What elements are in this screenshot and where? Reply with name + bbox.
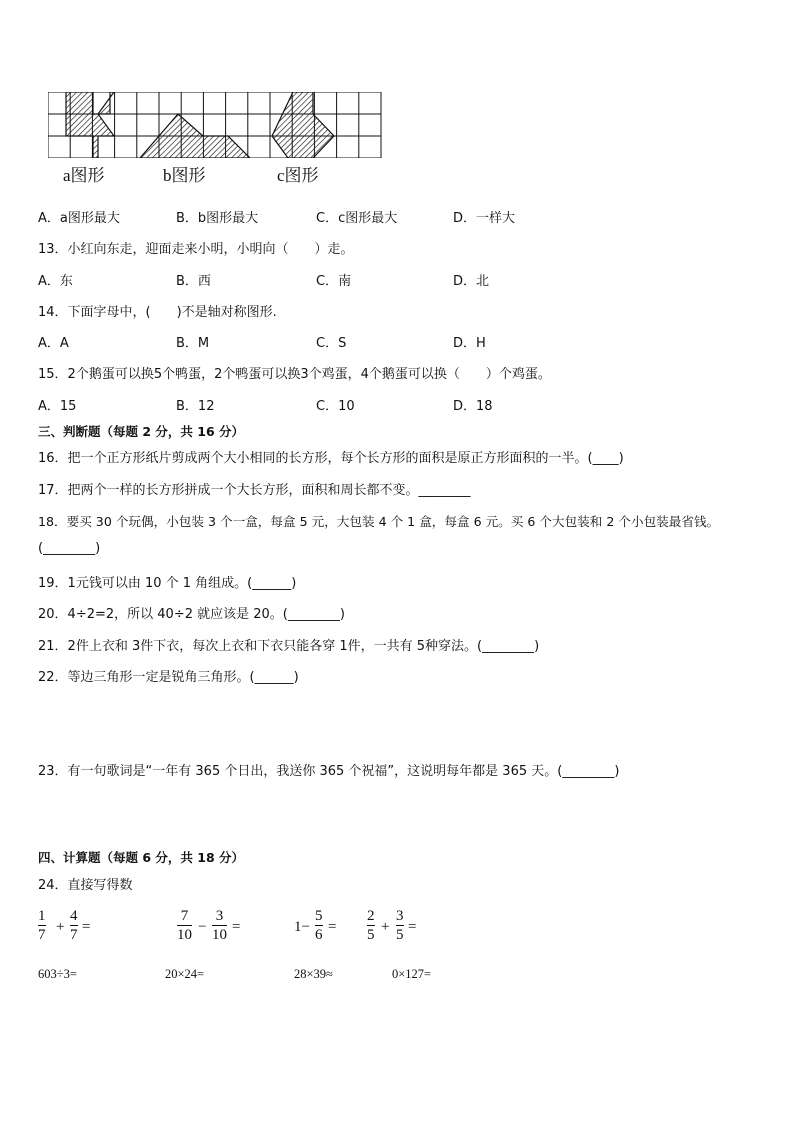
q15-text: 15．2个鹅蛋可以换5个鸭蛋，2个鸭蛋可以换3个鸡蛋，4个鹅蛋可以换（ ）个鸡蛋。: [38, 367, 551, 382]
q12-option-d: D．一样大: [453, 211, 516, 226]
q12-option-c: C．c图形最大: [316, 211, 398, 226]
q13-option-c: C．南: [316, 274, 352, 289]
q14-option-a: A．A: [38, 336, 69, 351]
calc-item-1: 603÷3=: [38, 967, 77, 981]
q12-option-b: B．b图形最大: [176, 211, 259, 226]
q15-option-b: B．12: [176, 399, 215, 414]
q15-option-a: A．15: [38, 399, 77, 414]
q18-text: 18．要买 30 个玩偶，小包装 3 个一盒，每盒 5 元，大包装 4 个 1 盒，每盒 6 元。买 6 个大包装和 2 个小包装最省钱。: [38, 514, 720, 529]
shape-c: [272, 92, 334, 158]
q21-text: 21．2件上衣和 3件下衣，每次上衣和下衣只能各穿 1件，一共有 5种穿法。(________): [38, 639, 540, 654]
q18-blank: (________): [38, 541, 101, 556]
calc-item-2: 20×24=: [165, 967, 205, 981]
q13-text: 13．小红向东走，迎面走来小明，小明向（ ）走。: [38, 242, 354, 257]
q14-option-d: D．H: [453, 336, 486, 351]
q13-option-d: D．北: [453, 274, 490, 289]
q22-text: 22．等边三角形一定是锐角三角形。(______): [38, 670, 299, 685]
q12-option-a: A．a图形最大: [38, 211, 120, 226]
section-title-calculation: 四、计算题（每题 6 分，共 18 分）: [38, 850, 245, 865]
q23-text: 23．有一句歌词是“一年有 365 个日出，我送你 365 个祝福”，这说明每年都是 365 天。(________): [38, 764, 620, 779]
q14-text: 14．下面字母中，( )不是轴对称图形.: [38, 305, 277, 320]
figure-label-a: a图形: [63, 166, 105, 185]
q13-option-b: B．西: [176, 274, 211, 289]
figure-label-b: b图形: [163, 166, 206, 185]
q14-option-b: B．M: [176, 336, 210, 351]
calc-item-4: 0×127=: [392, 967, 432, 981]
shape-a: [66, 92, 114, 158]
grid-figure: [48, 92, 384, 158]
q15-option-d: D．18: [453, 399, 493, 414]
q17-text: 17．把两个一样的长方形拼成一个大长方形，面积和周长都不变。________: [38, 483, 471, 498]
q16-text: 16．把一个正方形纸片剪成两个大小相同的长方形，每个长方形的面积是原正方形面积的一半。(____): [38, 451, 624, 466]
calc-item-3: 28×39≈: [294, 967, 333, 981]
section-title-judgement: 三、判断题（每题 2 分，共 16 分）: [38, 424, 245, 439]
q15-option-c: C．10: [316, 399, 355, 414]
q13-option-a: A．东: [38, 274, 73, 289]
figure-label-c: c图形: [277, 166, 319, 185]
q19-text: 19．1元钱可以由 10 个 1 角组成。(______): [38, 576, 297, 591]
q24-text: 24．直接写得数: [38, 878, 133, 893]
q14-option-c: C．S: [316, 336, 347, 351]
q20-text: 20．4÷2=2，所以 40÷2 就应该是 20。(________): [38, 607, 345, 622]
